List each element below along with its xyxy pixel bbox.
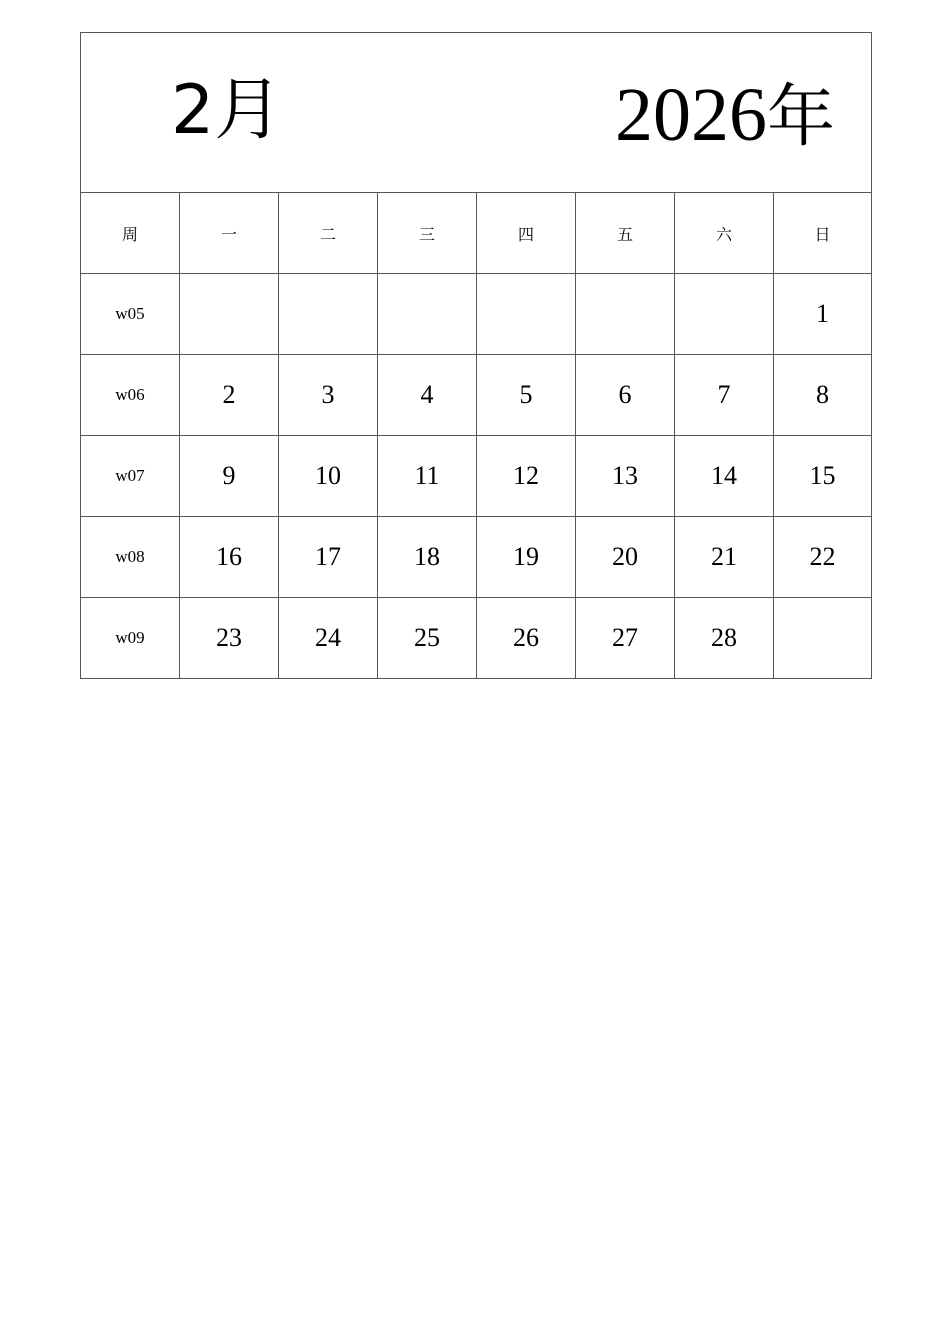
day-cell: 12 — [477, 436, 576, 517]
day-cell: 20 — [576, 517, 675, 598]
calendar-table — [80, 32, 872, 679]
day-cell: 3 — [279, 355, 378, 436]
calendar-header-row — [81, 33, 872, 193]
day-cell: 11 — [378, 436, 477, 517]
day-cell — [180, 274, 279, 355]
week-row — [81, 598, 872, 679]
day-cell: 16 — [180, 517, 279, 598]
week-row — [81, 274, 872, 355]
day-cell: 24 — [279, 598, 378, 679]
week-number: w09 — [81, 598, 180, 679]
day-cell — [675, 274, 774, 355]
day-cell — [774, 598, 872, 679]
day-cell: 15 — [774, 436, 872, 517]
day-cell — [279, 274, 378, 355]
weekday-header-fri: 五 — [576, 193, 675, 274]
day-cell: 5 — [477, 355, 576, 436]
weekday-header-sat: 六 — [675, 193, 774, 274]
day-cell: 10 — [279, 436, 378, 517]
weekday-header-week: 周 — [81, 193, 180, 274]
day-cell: 19 — [477, 517, 576, 598]
day-cell — [477, 274, 576, 355]
week-number: w06 — [81, 355, 180, 436]
day-cell: 7 — [675, 355, 774, 436]
day-cell — [378, 274, 477, 355]
day-cell: 22 — [774, 517, 872, 598]
day-cell: 2 — [180, 355, 279, 436]
day-cell: 13 — [576, 436, 675, 517]
day-cell: 8 — [774, 355, 872, 436]
day-cell: 23 — [180, 598, 279, 679]
weekday-header-wed: 三 — [378, 193, 477, 274]
day-cell: 9 — [180, 436, 279, 517]
day-cell — [576, 274, 675, 355]
weekday-header-tue: 二 — [279, 193, 378, 274]
day-cell: 21 — [675, 517, 774, 598]
day-cell: 1 — [774, 274, 872, 355]
week-number: w07 — [81, 436, 180, 517]
year-unit: 年 — [766, 78, 835, 157]
day-cell: 27 — [576, 598, 675, 679]
weekday-header-thu: 四 — [477, 193, 576, 274]
day-cell: 26 — [477, 598, 576, 679]
day-cell: 18 — [378, 517, 477, 598]
month-title: 2月 — [171, 71, 283, 150]
day-cell: 6 — [576, 355, 675, 436]
day-cell: 17 — [279, 517, 378, 598]
day-cell: 14 — [675, 436, 774, 517]
year-title — [614, 73, 835, 157]
week-number: w08 — [81, 517, 180, 598]
week-row — [81, 355, 872, 436]
week-row — [81, 517, 872, 598]
day-cell: 25 — [378, 598, 477, 679]
week-row — [81, 436, 872, 517]
calendar-header — [81, 33, 872, 193]
day-cell: 4 — [378, 355, 477, 436]
week-number: w05 — [81, 274, 180, 355]
weekday-header-mon: 一 — [180, 193, 279, 274]
year-number: 2026 — [614, 73, 767, 157]
weekday-header-row — [81, 193, 872, 274]
weekday-header-sun: 日 — [774, 193, 872, 274]
day-cell: 28 — [675, 598, 774, 679]
